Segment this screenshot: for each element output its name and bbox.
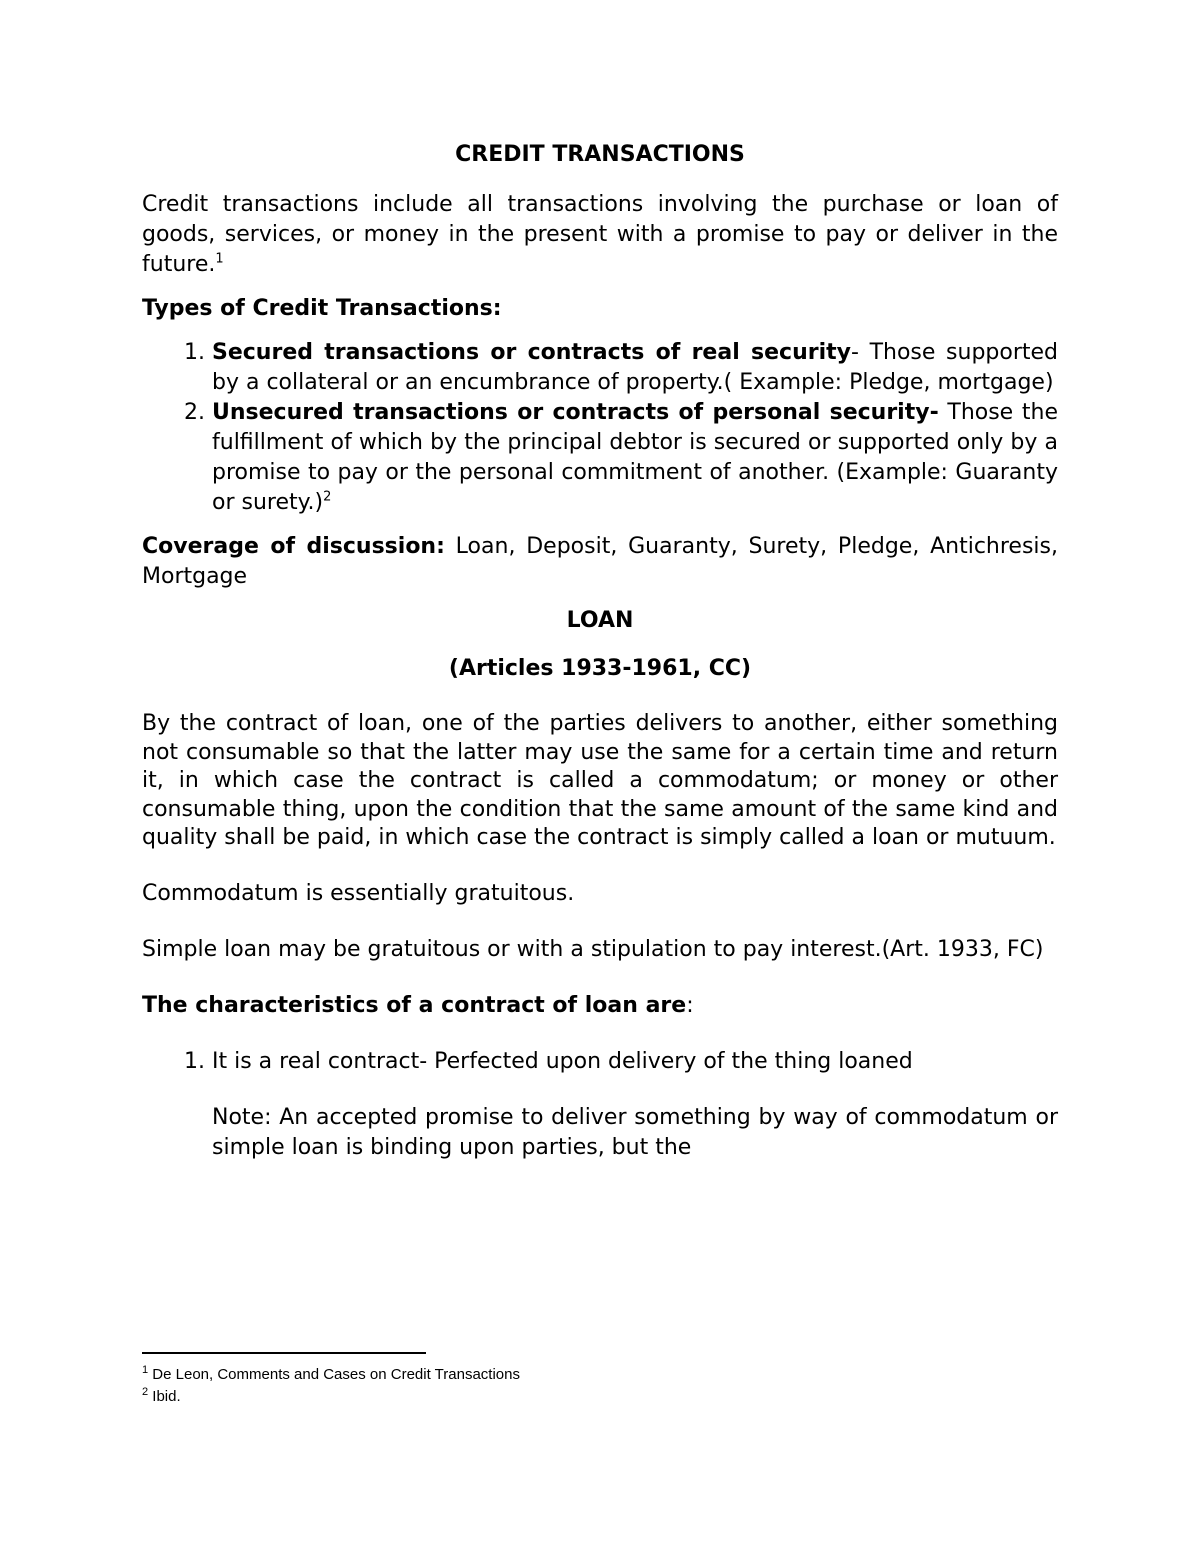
footnote-1-text: De Leon, Comments and Cases on Credit Transactions bbox=[148, 1366, 520, 1383]
characteristics-colon: : bbox=[686, 992, 694, 1018]
types-item-secured-text: - Those supported by a collateral or an encumbrance of property.( Example: Pledge, mortgage) bbox=[212, 340, 1058, 395]
footnote-2-text: Ibid. bbox=[148, 1388, 181, 1405]
characteristics-item-note: Note: An accepted promise to deliver something by way of commodatum or simple loan is binding upon parties, but the bbox=[212, 1104, 1058, 1160]
characteristics-heading: The characteristics of a contract of loan are bbox=[142, 992, 687, 1018]
types-item-unsecured-text: Those the fulfillment of which by the principal debtor is secured or supported only by a promise to pay or the personal commitment of another. (Example: Guaranty or surety.) bbox=[212, 400, 1058, 515]
types-item-secured bbox=[212, 338, 1058, 398]
intro-text: Credit transactions include all transactions involving the purchase or loan of goods, services, or money in the present with a promise to pay or deliver in the future. bbox=[142, 192, 1058, 277]
types-item-unsecured bbox=[212, 398, 1058, 518]
characteristics-heading-line bbox=[142, 991, 1058, 1021]
footnote-separator bbox=[142, 1352, 426, 1354]
types-heading: Types of Credit Transactions: bbox=[142, 296, 502, 321]
loan-subheading: (Articles 1933-1961, CC) bbox=[448, 656, 752, 681]
loan-heading: LOAN bbox=[566, 608, 634, 633]
coverage-label: Coverage of discussion: bbox=[142, 534, 445, 559]
footnote-1-number: 1 bbox=[142, 1364, 149, 1376]
footnote-1 bbox=[142, 1364, 1058, 1386]
footnote-2-number: 2 bbox=[142, 1386, 149, 1398]
coverage-text: Loan, Deposit, Guaranty, Surety, Pledge, Antichresis, Mortgage bbox=[142, 534, 1059, 589]
footnote-ref-2: 2 bbox=[323, 489, 332, 505]
simple-loan-paragraph: Simple loan may be gratuitous or with a stipulation to pay interest.(Art. 1933, FC) bbox=[142, 936, 1044, 962]
commodatum-paragraph: Commodatum is essentially gratuitous. bbox=[142, 880, 575, 906]
characteristics-item-text: It is a real contract- Perfected upon delivery of the thing loaned bbox=[212, 1048, 913, 1074]
footnotes bbox=[142, 1364, 1058, 1408]
footnote-2 bbox=[142, 1386, 1058, 1408]
document-body bbox=[142, 140, 1058, 1177]
types-item-secured-bold: Secured transactions or contracts of real security bbox=[212, 340, 851, 365]
types-item-unsecured-bold: Unsecured transactions or contracts of personal security- bbox=[212, 400, 939, 425]
footnote-ref-1: 1 bbox=[215, 251, 224, 267]
document-title: CREDIT TRANSACTIONS bbox=[455, 142, 745, 167]
types-list bbox=[142, 338, 1058, 518]
loan-definition: By the contract of loan, one of the parties delivers to another, either something not consumable so that the latter may use the same for a certain time and return it, in which case the contract is called a commodatum; or money or other consumable thing, upon the condition that the same amount of the same kind and quality shall be paid, in which case the contract is simply called a loan or mutuum. bbox=[142, 711, 1058, 851]
coverage-paragraph bbox=[142, 532, 1058, 592]
characteristics-list bbox=[142, 1047, 1058, 1163]
characteristics-item-real-contract bbox=[212, 1047, 1058, 1163]
intro-paragraph bbox=[142, 190, 1058, 280]
